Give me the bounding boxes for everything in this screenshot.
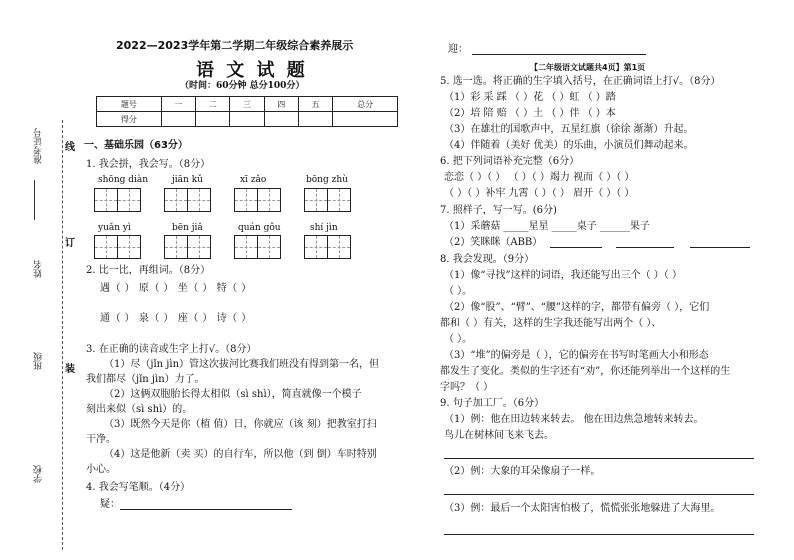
school-label: 学校: [34, 465, 44, 483]
score-input-cell[interactable]: [333, 112, 398, 127]
pinyin: xī zǎo: [240, 175, 267, 185]
answer-line[interactable]: [444, 534, 754, 535]
q8-item: （ ）。: [444, 334, 473, 345]
answer-blank[interactable]: [616, 247, 674, 248]
q5-item: （1）彩 采 踩 （ ）花 （ ）虹 （ ）踏: [444, 92, 616, 103]
score-row-label: 得分: [97, 112, 162, 127]
q8-item: （1）像“寻找”这样的词语，我还能写出三个（ ）（ ）: [444, 270, 682, 281]
q8-item: 都发生了变化。类似的生字还有“劝”，你还能列举出一个这样的生: [440, 366, 731, 377]
cut-mark-2: 订: [65, 238, 75, 249]
score-header-cell: 题号: [97, 97, 162, 112]
writing-grid[interactable]: [94, 235, 140, 259]
pinyin: shí jìn: [310, 223, 338, 233]
answer-line[interactable]: [444, 494, 754, 495]
score-table: [96, 96, 398, 127]
answer-line[interactable]: [444, 458, 754, 459]
pinyin: bēn jiǎ: [172, 223, 203, 233]
q5-heading: 5. 选一选。将正确的生字填入括号，在正确词语上打√。（8分）: [440, 76, 721, 87]
q6-item: （ ）（ ）补牢 九霄（ ）（ ） 眉开（ ）（ ）: [444, 188, 635, 199]
writing-grid[interactable]: [304, 235, 350, 259]
exam-number-label: 准考证号: [34, 128, 44, 164]
q3-item: （1）尽（jǐn jìn）管这次拔河比赛我们班没有得到第一名，但: [104, 359, 380, 370]
score-input-cell[interactable]: [196, 112, 230, 127]
q5-item: （4）伴随着（美好 优美）的乐曲，小演员们舞动起来。: [444, 140, 694, 151]
score-header-cell: 二: [196, 97, 230, 112]
q5-item: （3）在雄壮的国歌声中，五星红旗（徐徐 渐渐）升起。: [444, 124, 694, 135]
q6-item: 恋恋（ ）（ ） （ ）（ ）竭力 视而（ ）（ ）: [444, 172, 635, 183]
score-header-cell: 三: [230, 97, 264, 112]
q8-item: 字吗？（ ）: [440, 382, 494, 393]
score-input-cell[interactable]: [298, 112, 332, 127]
name-label: 姓名: [34, 260, 44, 278]
writing-grid[interactable]: [164, 235, 210, 259]
q5-item: （2）培 陪 赔 （ ）土 （ ）伴 （ ）本: [444, 108, 616, 119]
exam-number-underline: [34, 180, 36, 220]
q2-heading: 2. 比一比，再组词。（8分）: [86, 265, 211, 276]
stroke-order-blank[interactable]: [472, 54, 646, 55]
q3-item: （4）这是他新（卖 买）的自行车，所以他（到 倒）车时特别: [104, 449, 377, 460]
exam-title: 语 文 试 题: [196, 60, 308, 81]
stroke-order-blank[interactable]: [120, 509, 292, 510]
q6-heading: 6. 把下列词语补充完整（6分）: [440, 156, 580, 167]
q3-item: （3）既然今天是你（植 值）日，你就应（该 刻）把教室打扫: [104, 419, 377, 430]
q3-item: 干净。: [86, 434, 116, 445]
score-header-cell: 四: [264, 97, 298, 112]
q3-item: 刻出来似（sì shì）的。: [86, 404, 193, 415]
q9-item: 鸟儿在树林间飞来飞去。: [444, 430, 554, 441]
q2-line-1: 遇（ ） 原（ ） 坐（ ） 特（ ）: [100, 283, 252, 294]
q8-heading: 8. 我会发现。（9分）: [440, 254, 535, 265]
q2-line-2: 通（ ） 泉（ ） 座（ ） 诗（ ）: [100, 313, 252, 324]
writing-grid[interactable]: [94, 188, 140, 212]
q3-item: 我们都尽（jǐn jìn）力了。: [86, 374, 205, 385]
pinyin: jiān kǔ: [172, 175, 203, 185]
q9-heading: 9. 句子加工厂。（6分）: [440, 398, 545, 409]
q7-item: （2）笑眯眯（ABB）: [444, 237, 543, 248]
q8-item: （3）“堆”的偏旁是（ ），它的偏旁在书写时笔画大小和形态: [444, 350, 709, 361]
q4-heading: 4. 我会写笔顺。（4分）: [86, 482, 191, 493]
pinyin: bōng zhù: [306, 175, 348, 185]
class-label: 班级: [34, 352, 44, 370]
writing-grid[interactable]: [234, 235, 280, 259]
q3-item: （2）这俩双胞胎长得太相似（sì shì），简直就像一个模子: [104, 389, 362, 400]
score-header-cell: 五: [298, 97, 332, 112]
writing-grid[interactable]: [304, 188, 350, 212]
q7-heading: 7. 照样子，写一写。(6分): [440, 205, 557, 216]
q9-item: （1）例：他在田边转来转去。 他在田边焦急地转来转去。: [444, 414, 704, 425]
cut-mark-3: 装: [65, 364, 75, 375]
score-input-cell[interactable]: [230, 112, 264, 127]
section-1-heading: 一、基础乐园（63分）: [84, 140, 188, 151]
pinyin: yuǎn yì: [98, 223, 131, 233]
writing-grid[interactable]: [234, 188, 280, 212]
q9-item: （3）例：最后一个太阳害怕极了，慌慌张张地躲进了大海里。: [444, 503, 721, 514]
q3-heading: 3. 在正确的读音或生字上打√。（8分）: [86, 344, 257, 355]
exam-top-title: 2022—2023学年第二学期二年级综合素养展示: [116, 39, 354, 52]
writing-grid[interactable]: [164, 188, 210, 212]
exam-subtitle: （时间：60分钟 总分100分）: [180, 81, 305, 91]
score-header-cell: 一: [161, 97, 195, 112]
q4-stroke-label: 迎：: [448, 44, 468, 55]
pinyin: shōng diàn: [98, 175, 149, 185]
pinyin: quán gǒu: [238, 223, 281, 233]
q8-item: 都和（ ）有关，这样的生字我还能写出两个（ ）、: [440, 318, 662, 329]
page-banner: 【二年级语文试题共4页】第1页: [530, 63, 646, 72]
q7-item: （1）采蘑菇 _____星星 _____桌子 ______果子: [444, 221, 650, 232]
score-header-cell: 总分: [333, 97, 398, 112]
q1-heading: 1. 我会拼，我会写。（8分）: [86, 159, 211, 170]
score-input-cell[interactable]: [161, 112, 195, 127]
score-input-cell[interactable]: [264, 112, 298, 127]
answer-blank[interactable]: [550, 247, 602, 248]
q3-item: 小心。: [86, 464, 116, 475]
q9-item: （2）例：大象的耳朵像扇子一样。: [444, 466, 601, 477]
answer-blank[interactable]: [690, 247, 750, 248]
binding-line: [62, 120, 63, 550]
q4-stroke-label: 疑：: [100, 499, 120, 510]
cut-mark-1: 线: [65, 142, 75, 153]
q8-item: （2）像“股”、“臂”、“腰”这样的字，都带有偏旁（ ），它们: [444, 302, 710, 313]
q8-item: （ ）。: [444, 286, 473, 297]
